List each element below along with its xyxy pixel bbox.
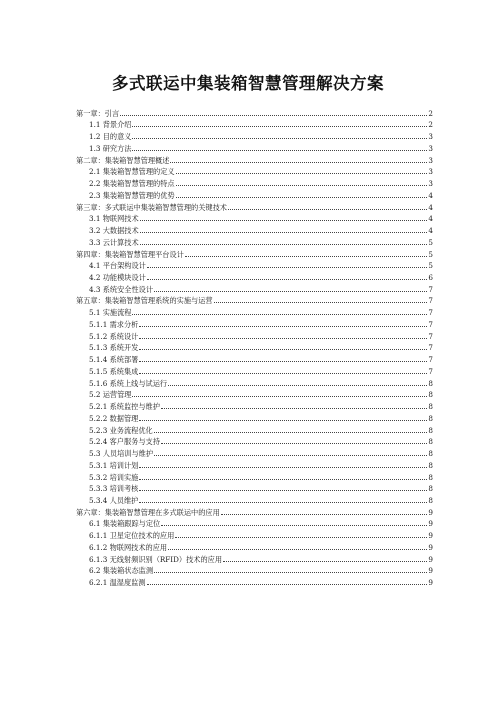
toc-entry[interactable] [76,458,433,470]
toc-entry-label: 6.2 集装箱状态监测 [89,566,154,576]
toc-dot-leader [185,256,428,257]
toc-entry[interactable] [76,106,433,118]
document-title: 多式联运中集装箱智慧管理解决方案 [112,74,384,93]
toc-entry-label: 6.1.2 物联网技术的应用 [89,542,168,552]
toc-entry[interactable] [76,376,433,388]
toc-entry-page-number: 8 [428,425,433,435]
toc-entry-label: 1.3 研究方法 [89,143,132,153]
toc-entry-page-number: 3 [428,155,433,165]
toc-entry[interactable] [76,212,433,224]
toc-entry-page-number: 7 [428,366,433,376]
toc-dot-leader [139,373,427,374]
toc-dot-leader [175,537,427,538]
toc-entry[interactable] [76,364,433,376]
toc-entry-label: 5.2.1 系统监控与维护 [89,402,160,412]
toc-entry-page-number: 4 [428,190,433,200]
toc-dot-leader [139,338,427,339]
toc-dot-leader [147,279,428,280]
toc-entry-label: 5.3.1 培训计划 [89,460,139,470]
toc-entry-label: 5.1.2 系统设计 [89,331,139,341]
toc-entry-label: 5.1 实施流程 [89,308,132,318]
toc-entry-page-number: 8 [428,484,433,494]
toc-entry-label: 5.2.3 业务流程优化 [89,425,153,435]
toc-entry[interactable] [76,341,433,353]
toc-dot-leader [168,549,427,550]
toc-dot-leader [139,326,427,327]
toc-entry[interactable] [76,446,433,458]
toc-dot-leader [161,408,428,409]
toc-entry[interactable] [76,141,433,153]
toc-entry-page-number: 6 [428,273,433,283]
toc-entry[interactable] [76,423,433,435]
toc-entry-page-number: 3 [428,167,433,177]
toc-entry-label: 6.2.1 温湿度监测 [89,578,146,588]
toc-entry-page-number: 8 [428,472,433,482]
toc-dot-leader [228,209,427,210]
toc-entry-page-number: 9 [428,578,433,588]
toc-dot-leader [139,349,427,350]
toc-entry[interactable] [76,493,433,505]
toc-entry-page-number: 9 [428,519,433,529]
toc-entry-page-number: 3 [428,179,433,189]
toc-entry-page-number: 8 [428,413,433,423]
toc-entry-page-number: 3 [428,143,433,153]
toc-entry-label: 2.3 集装箱智慧管理的优势 [89,190,175,200]
toc-entry-label: 6.1.3 无线射频识别（RFID）技术的应用 [89,554,223,564]
toc-entry-page-number: 3 [428,132,433,142]
toc-entry-label: 3.1 物联网技术 [89,214,139,224]
toc-entry[interactable] [76,165,433,177]
toc-entry-label: 第一章：引言 [76,108,120,118]
toc-dot-leader [147,584,428,585]
toc-entry-page-number: 7 [428,331,433,341]
toc-entry-label: 5.2.4 客户服务与支持 [89,437,160,447]
toc-entry-label: 5.1.5 系统集成 [89,366,139,376]
toc-entry-page-number: 5 [428,261,433,271]
toc-entry[interactable] [76,259,433,271]
toc-entry-page-number: 9 [428,531,433,541]
toc-entry[interactable] [76,247,433,259]
toc-dot-leader [139,490,427,491]
toc-dot-leader [161,525,427,526]
toc-entry[interactable] [76,329,433,341]
toc-entry[interactable] [76,564,433,576]
toc-entry-page-number: 8 [428,378,433,388]
toc-entry[interactable] [76,270,433,282]
toc-dot-leader [170,162,427,163]
toc-dot-leader [139,467,427,468]
toc-dot-leader [214,302,428,303]
toc-entry-label: 4.1 平台架构设计 [89,261,146,271]
toc-entry-label: 第三章：多式联运中集装箱智慧管理的关键技术 [76,202,227,212]
toc-entry[interactable] [76,305,433,317]
toc-entry-label: 2.1 集装箱智慧管理的定义 [89,167,175,177]
toc-entry-label: 第五章：集装箱智慧管理系统的实施与运营 [76,296,213,306]
toc-entry-page-number: 8 [428,460,433,470]
toc-dot-leader [120,115,427,116]
toc-entry[interactable] [76,575,433,587]
toc-entry[interactable] [76,482,433,494]
toc-entry[interactable] [76,294,433,306]
toc-entry-page-number: 9 [428,542,433,552]
toc-dot-leader [154,572,427,573]
toc-entry[interactable] [76,352,433,364]
toc-entry[interactable] [76,153,433,165]
toc-entry-label: 第六章：集装箱智慧管理在多式联运中的应用 [76,507,220,517]
toc-dot-leader [139,502,427,503]
toc-entry-label: 5.1.1 需求分析 [89,319,139,329]
toc-entry[interactable] [76,540,433,552]
toc-entry-page-number: 9 [428,507,433,517]
toc-entry-page-number: 8 [428,495,433,505]
toc-dot-leader [139,420,427,421]
toc-entry-page-number: 4 [428,214,433,224]
toc-dot-leader [176,197,428,198]
toc-entry-label: 5.1.4 系统部署 [89,355,139,365]
toc-entry-label: 5.3.3 培训考核 [89,484,139,494]
toc-entry[interactable] [76,176,433,188]
toc-entry-label: 5.2 运营管理 [89,390,132,400]
toc-dot-leader [132,126,427,127]
toc-entry-label: 5.1.3 系统开发 [89,343,139,353]
toc-entry[interactable] [76,552,433,564]
toc-entry-label: 3.2 大数据技术 [89,226,139,236]
toc-dot-leader [140,220,428,221]
toc-entry-label: 5.1.6 系统上线与试运行 [89,378,168,388]
toc-entry-page-number: 9 [428,554,433,564]
toc-entry-page-number: 2 [428,120,433,130]
toc-entry-label: 2.2 集装箱智慧管理的特点 [89,179,175,189]
toc-dot-leader [132,150,427,151]
toc-entry[interactable] [76,118,433,130]
toc-entry-page-number: 5 [428,237,433,247]
toc-entry-label: 5.3 人员培训与维护 [89,449,154,459]
toc-dot-leader [139,361,427,362]
toc-entry[interactable] [76,200,433,212]
toc-entry[interactable] [76,223,433,235]
toc-dot-leader [154,432,428,433]
toc-entry[interactable] [76,317,433,329]
toc-entry[interactable] [76,399,433,411]
toc-entry-page-number: 5 [428,249,433,259]
table-of-contents [76,106,433,587]
toc-entry[interactable] [76,411,433,423]
toc-entry[interactable] [76,517,433,529]
toc-entry-label: 4.3 系统安全性设计 [89,284,154,294]
toc-entry-page-number: 4 [428,226,433,236]
toc-entry-page-number: 7 [428,308,433,318]
toc-entry-label: 4.2 功能模块设计 [89,273,146,283]
toc-entry-page-number: 7 [428,343,433,353]
toc-dot-leader [168,385,427,386]
toc-entry-label: 1.1 背景介绍 [89,120,132,130]
toc-entry-label: 6.1 集装箱跟踪与定位 [89,519,161,529]
toc-entry-page-number: 7 [428,296,433,306]
toc-dot-leader [154,291,427,292]
toc-entry-label: 5.3.2 培训实施 [89,472,139,482]
toc-entry-page-number: 8 [428,449,433,459]
toc-entry-page-number: 8 [428,390,433,400]
toc-dot-leader [161,443,428,444]
toc-entry[interactable] [76,470,433,482]
toc-dot-leader [132,396,427,397]
toc-dot-leader [140,232,428,233]
toc-entry-page-number: 4 [428,202,433,212]
toc-entry[interactable] [76,129,433,141]
toc-entry-page-number: 7 [428,319,433,329]
toc-dot-leader [176,185,428,186]
toc-entry-label: 3.3 云计算技术 [89,237,139,247]
toc-entry-page-number: 8 [428,402,433,412]
toc-entry-page-number: 2 [428,108,433,118]
toc-entry-page-number: 7 [428,355,433,365]
toc-entry[interactable] [76,388,433,400]
toc-dot-leader [154,455,427,456]
toc-entry[interactable] [76,528,433,540]
toc-entry-page-number: 8 [428,437,433,447]
toc-dot-leader [176,173,428,174]
toc-entry-label: 5.3.4 人员维护 [89,495,139,505]
toc-entry[interactable] [76,505,433,517]
toc-entry-label: 6.1.1 卫星定位技术的应用 [89,531,175,541]
toc-entry[interactable] [76,188,433,200]
toc-entry-label: 1.2 目的意义 [89,132,132,142]
toc-dot-leader [147,267,428,268]
toc-dot-leader [223,561,427,562]
toc-entry-label: 第四章：集装箱智慧管理平台设计 [76,249,184,259]
toc-dot-leader [221,514,428,515]
toc-entry[interactable] [76,435,433,447]
toc-entry-label: 第二章：集装箱智慧管理概述 [76,155,170,165]
toc-dot-leader [132,138,427,139]
toc-entry[interactable] [76,235,433,247]
toc-entry[interactable] [76,282,433,294]
toc-entry-label: 5.2.2 数据管理 [89,413,139,423]
toc-entry-page-number: 9 [428,566,433,576]
toc-entry-page-number: 7 [428,284,433,294]
toc-dot-leader [132,314,427,315]
toc-dot-leader [140,244,428,245]
toc-dot-leader [139,479,427,480]
